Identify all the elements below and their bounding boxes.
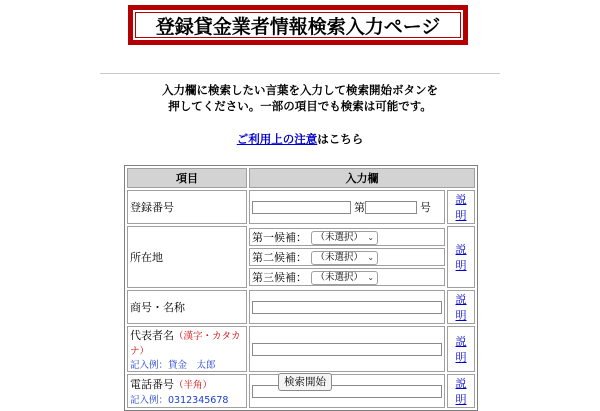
notice-line	[0, 131, 600, 147]
search-start-button[interactable]: 検索開始	[278, 373, 332, 391]
candidate-3-value: （未選択）	[315, 272, 364, 283]
phone-explain-link[interactable]: 説明	[455, 377, 467, 406]
registration-label: 登録番号	[127, 190, 247, 224]
registration-dai-text: 第	[354, 201, 366, 214]
candidate-2-value: （未選択）	[315, 252, 364, 263]
candidate-3-select[interactable]	[311, 271, 379, 285]
intro-line-2: 押してください。一部の項目でも検索は可能です。	[168, 99, 432, 113]
chevron-down-icon: ⌄	[367, 273, 375, 282]
location-explain-link[interactable]: 説明	[455, 243, 467, 272]
representative-example: 記入例：貸金 太郎	[130, 360, 216, 371]
row-registration	[127, 190, 475, 224]
header-input: 入力欄	[249, 168, 475, 188]
candidate-1-label: 第一候補：	[252, 231, 308, 244]
candidate-1-select[interactable]	[311, 231, 379, 245]
candidate-row-2	[249, 248, 445, 266]
chevron-down-icon: ⌄	[367, 253, 375, 262]
representative-explain-cell	[447, 326, 475, 372]
candidate-row-3	[249, 268, 445, 286]
trade-name-explain-link[interactable]: 説明	[455, 293, 467, 322]
header-item: 項目	[127, 168, 247, 188]
registration-explain-cell	[447, 190, 475, 224]
usage-notice-link[interactable]: ご利用上の注意	[236, 132, 318, 146]
candidate-1-value: （未選択）	[315, 232, 364, 243]
trade-name-label: 商号・名称	[127, 290, 247, 324]
candidate-2-select[interactable]	[311, 251, 379, 265]
registration-explain-link[interactable]: 説明	[455, 193, 467, 222]
trade-name-explain-cell	[447, 290, 475, 324]
registration-input-cell	[249, 190, 445, 224]
phone-label-cell	[127, 374, 247, 408]
registration-prefix-input[interactable]	[252, 201, 351, 214]
row-representative	[127, 326, 475, 372]
trade-name-input[interactable]	[252, 301, 442, 314]
page-title: 登録貸金業者情報検索入力ページ	[155, 15, 441, 38]
intro-line-1: 入力欄に検索したい言葉を入力して検索開始ボタンを	[162, 83, 438, 97]
phone-hint: （半角）	[174, 380, 213, 391]
representative-label-cell	[127, 326, 247, 372]
notice-suffix: はこちら	[317, 132, 364, 146]
intro-text	[0, 82, 600, 114]
representative-label: 代表者名	[130, 329, 174, 342]
location-label: 所在地	[127, 226, 247, 288]
registration-number-input[interactable]	[365, 201, 417, 214]
location-input-cell	[249, 226, 445, 288]
registration-go-text: 号	[420, 201, 432, 214]
chevron-down-icon: ⌄	[367, 233, 375, 242]
location-candidates	[249, 226, 445, 288]
phone-example: 記入例：0312345678	[130, 395, 229, 406]
phone-explain-cell	[447, 374, 475, 408]
candidate-3-label: 第三候補：	[252, 271, 308, 284]
representative-explain-link[interactable]: 説明	[455, 335, 467, 364]
representative-input[interactable]	[252, 343, 442, 356]
representative-hint: （漢字・カタカナ）	[130, 331, 241, 357]
location-explain-cell	[447, 226, 475, 288]
page-title-banner	[128, 5, 468, 45]
table-header-row	[127, 168, 475, 188]
candidate-row-1	[249, 228, 445, 246]
row-trade-name	[127, 290, 475, 324]
phone-label: 電話番号	[130, 378, 174, 391]
divider	[100, 73, 500, 74]
candidate-2-label: 第二候補：	[252, 251, 308, 264]
row-location	[127, 226, 475, 288]
representative-input-cell	[249, 326, 445, 372]
trade-name-input-cell	[249, 290, 445, 324]
